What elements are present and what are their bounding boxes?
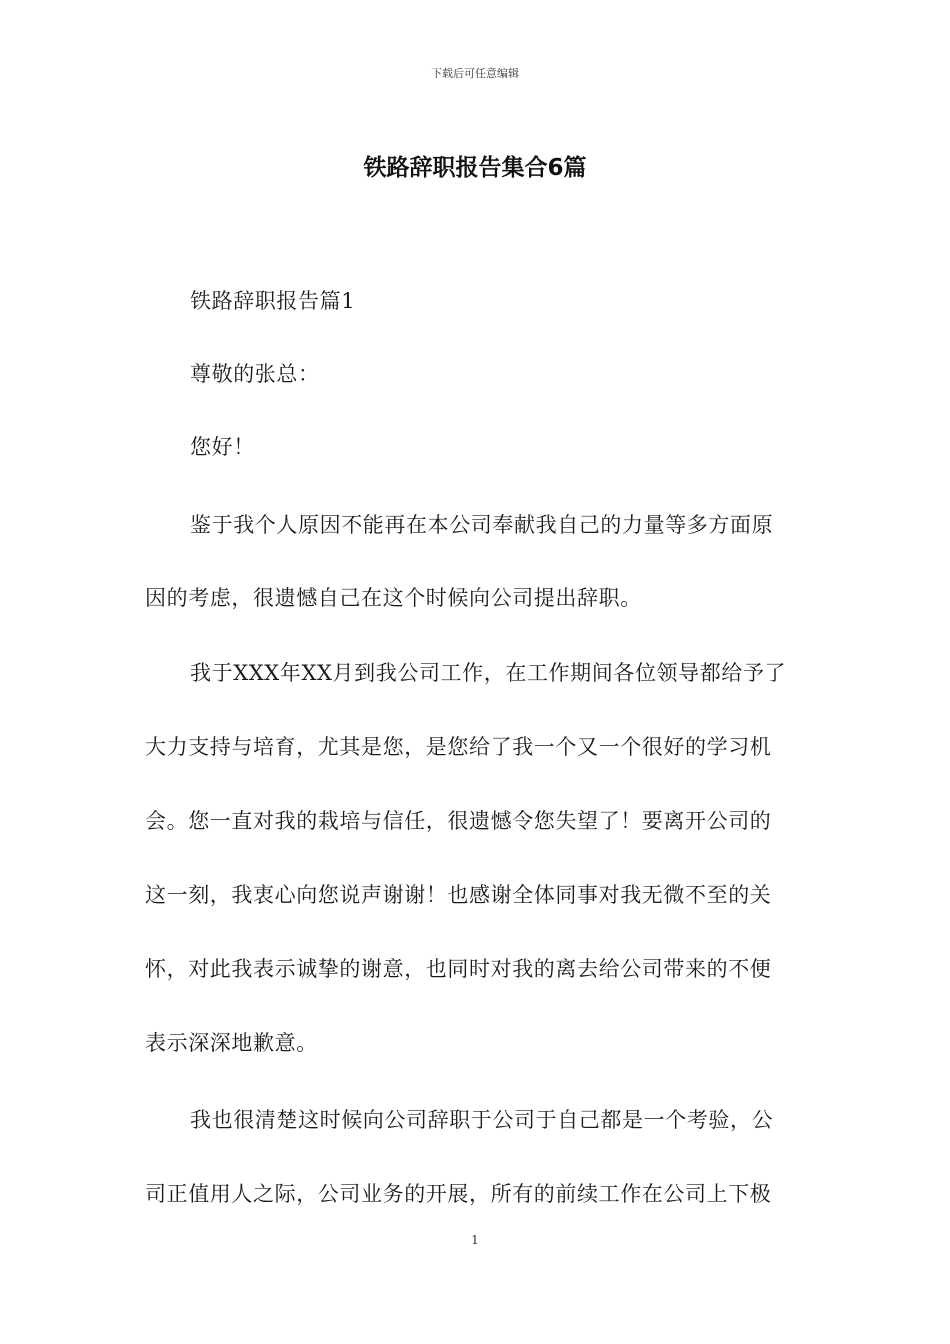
paragraph-line: 大力支持与培育，尤其是您，是您给了我一个又一个很好的学习机 [145,735,772,759]
page-number: 1 [471,1233,479,1247]
paragraph-line: 这一刻，我衷心向您说声谢谢！也感谢全体同事对我无微不至的关 [145,883,772,907]
paragraph-line: 我也很清楚这时候向公司辞职于公司于自己都是一个考验，公 [190,1108,774,1132]
paragraph-line: 会。您一直对我的栽培与信任，很遗憾令您失望了！要离开公司的 [145,809,772,833]
greeting: 您好！ [190,435,255,459]
document-title: 铁路辞职报告集合6篇 [363,155,587,181]
paragraph-line: 怀，对此我表示诚挚的谢意，也同时对我的离去给公司带来的不便 [145,957,772,981]
page-header: 下载后可任意编辑 [431,67,519,80]
paragraph-line: 司正值用人之际，公司业务的开展，所有的前续工作在公司上下极 [145,1182,772,1206]
salutation: 尊敬的张总： [190,362,320,386]
paragraph-line: 鉴于我个人原因不能再在本公司奉献我自己的力量等多方面原 [190,513,774,537]
paragraph-line: 我于XXX年XX月到我公司工作，在工作期间各位领导都给予了 [190,661,787,685]
paragraph-line: 因的考虑，很遗憾自己在这个时候向公司提出辞职。 [145,586,642,610]
section-heading: 铁路辞职报告篇1 [190,289,356,313]
paragraph-line: 表示深深地歉意。 [145,1031,318,1055]
